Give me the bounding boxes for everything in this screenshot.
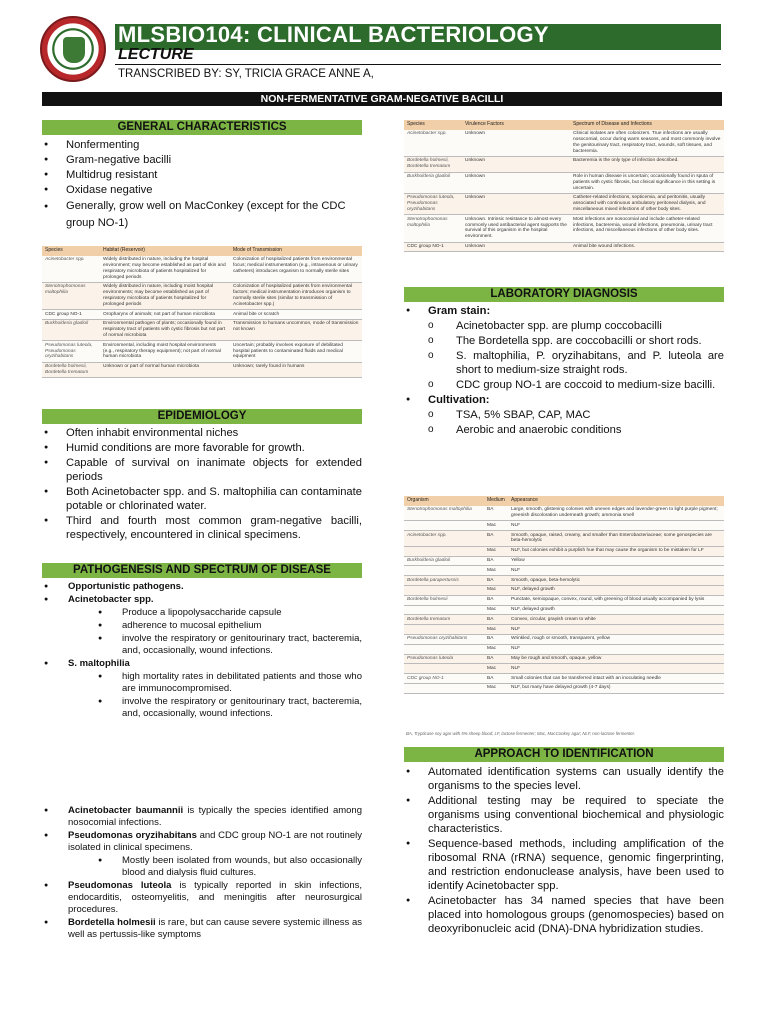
table-cell: NLF, but many have delayed growth (4-7 days) [508, 683, 724, 693]
table-row [42, 310, 362, 320]
table-row [404, 531, 724, 547]
table-cell: BA [484, 674, 508, 684]
table-cell: Large, smooth, glistening colonies with uneven edges and lavender-green to light purple pigment; greenish discoloration underneath growth; ammonia smell [508, 506, 724, 521]
list-item: ● Automated identification systems can usually identify the organisms to the species level. [404, 765, 724, 793]
table-cell [404, 664, 484, 674]
table-cell: CDC group NO-1 [404, 674, 484, 684]
list-item: ● high mortality rates in debilitated patients and those who are immunocompromised. [42, 671, 362, 695]
table-cell: Smooth, opaque, beta-hemolytic [508, 576, 724, 586]
list-item: ● Nonfermenting [42, 138, 368, 152]
table-row [404, 595, 724, 605]
table-cell: Uncertain; probably involves exposure of debilitated hospital patients to contaminated fluids and medical equipment [230, 341, 362, 362]
table-cell: Mac [484, 664, 508, 674]
table-cell: Unknown [462, 130, 570, 157]
table-row [42, 362, 362, 378]
table-cell: Unknown [462, 172, 570, 193]
table-row [404, 242, 724, 252]
list-item [404, 304, 724, 318]
list-item [42, 880, 362, 916]
table-cell: Mac [484, 605, 508, 615]
table-cell [404, 585, 484, 595]
list-item [42, 594, 362, 606]
pathogenesis-list [42, 581, 362, 721]
table-cell: Environmental, including moist hospital environments (e.g., respiratory therapy equipment); not part of normal human microbiota [100, 341, 230, 362]
table-row [404, 585, 724, 595]
table-row [42, 319, 362, 340]
table-cell: Animal bite wound infections. [570, 242, 724, 252]
table-cell: Mac [484, 585, 508, 595]
table-cell: Colonization of hospitalized patients from environmental focus; medical instrumentation (e.g., intravenous or urinary catheters) introduces organism to normally sterile sites [230, 256, 362, 283]
table-row [404, 644, 724, 654]
list-item: ● Humid conditions are more favorable for growth. [42, 441, 362, 455]
table-cell [404, 521, 484, 531]
gram-stain-label: Gram stain: [428, 305, 491, 317]
table-cell: Oropharynx of animals; not part of human microbiota [100, 310, 230, 320]
table-cell: BA [484, 595, 508, 605]
lecture-label: LECTURE [118, 46, 194, 63]
list-item: ● Generally, grow well on MacConkey (except for the CDC group NO-1) [42, 198, 368, 232]
list-item: ● Multidrug resistant [42, 168, 368, 182]
general-characteristics-list [42, 138, 368, 233]
table-cell: BA [484, 531, 508, 547]
table-cell: BA [484, 506, 508, 521]
table-cell: Unknown [462, 242, 570, 252]
table-cell: NLF [508, 644, 724, 654]
table-cell: CDC group NO-1 [404, 242, 462, 252]
table-cell: BA [484, 576, 508, 586]
colony-appearance-table [404, 496, 724, 694]
list-item: ● Third and fourth most common gram-negative bacilli, respectively, encountered in clinical specimens. [42, 514, 362, 542]
table-header: Organism [404, 496, 484, 506]
table-cell: Widely distributed in nature, including moist hospital environments; may become established as part of respiratory microbiota of patients hospitalized for prolonged periods [100, 282, 230, 309]
table-cell: Stenotrophomonas maltophilia [404, 506, 484, 521]
list-item: ● adherence to mucosal epithelium [42, 620, 362, 632]
opportunistic-label: Opportunistic pathogens. [68, 581, 184, 592]
course-title: MLSBIO104: CLINICAL BACTERIOLOGY [118, 22, 549, 47]
table-cell: May be rough and smooth, opaque, yellow [508, 654, 724, 664]
note-text: is rare, but can cause severe systemic illness as well as pertussis-like symptoms [68, 917, 362, 940]
table-row [42, 282, 362, 309]
acinetobacter-label: Acinetobacter spp. [68, 594, 154, 605]
table-cell: Pseudomonas luteola, Pseudomonas oryzihabitans [404, 193, 462, 214]
table-cell: NLF, but colonies exhibit a purplish hue that may cause the organism to be mistaken for LF [508, 546, 724, 556]
table-row [404, 215, 724, 242]
list-item: ● Produce a lipopolysaccharide capsule [42, 607, 362, 619]
note-text: and CDC group NO-1 are not routinely isolated in clinical specimens. [68, 830, 363, 853]
transcriber-line: TRANSCRIBED BY: SY, TRICIA GRACE ANNE A, [118, 68, 374, 80]
table-cell [404, 605, 484, 615]
list-item: ● Oxidase negative [42, 183, 368, 197]
lab-diagnosis-list [404, 304, 724, 438]
table-cell [404, 625, 484, 635]
virulence-spectrum-table [404, 120, 724, 252]
table-cell: Catheter-related infections, septicemia, and peritonitis, usually associated with continuous ambulatory peritoneal dialysis, and miscellaneous mixed infections of other body sites. [570, 193, 724, 214]
table-cell: Burkholderia gladioli [404, 556, 484, 566]
table-cell: Acinetobacter spp. [42, 256, 100, 283]
table-cell [404, 683, 484, 693]
table-row [404, 506, 724, 521]
table-header: Species [404, 120, 462, 130]
table-header: Habitat (Reservoir) [100, 246, 230, 256]
table-footnote: BA, Trypticase soy agar with 5% sheep blood; LF, lactose fermenter; Mac, MacConkey agar; NLF, non-lactose fermenter. [406, 731, 636, 736]
table-cell: Burkholderia gladioli [404, 172, 462, 193]
table-row [404, 156, 724, 172]
epidemiology-list [42, 426, 362, 543]
table-row [404, 634, 724, 644]
table-row [404, 674, 724, 684]
table-cell: Convex, circular, grayish cream to white [508, 615, 724, 625]
species-name: Acinetobacter baumannii [68, 805, 184, 816]
table-cell [404, 566, 484, 576]
table-cell: Unknown or part of normal human microbiota [100, 362, 230, 378]
table-cell: Bordetella parapertussis [404, 576, 484, 586]
table-cell: Unknown. Intrinsic resistance to almost every commonly used antibacterial agent supports the survival of this organism in the hospital environment. [462, 215, 570, 242]
table-header: Appearance [508, 496, 724, 506]
list-item: ● Acinetobacter has 34 named species that have been placed into homologous groups (genomospecies) based on deoxyribonucleic acid (DNA)-DNA hybridization studies. [404, 894, 724, 936]
list-item [42, 581, 362, 593]
table-cell: Pseudomonas oryzihabitans [404, 634, 484, 644]
table-cell: Small colonies that can be transferred intact with an inoculating needle [508, 674, 724, 684]
table-cell [404, 644, 484, 654]
table-cell: Role in human disease is uncertain; occasionally found in sputa of patients with cystic fibrosis, but clinical significance in this setting is uncertain. [570, 172, 724, 193]
table-cell: Colonization of hospitalized patients from environmental factors; medical instrumentation introduces organism to normally sterile sites (similar to transmission of Acinetobacter spp.) [230, 282, 362, 309]
habitat-transmission-table [42, 246, 362, 378]
table-cell: NLF [508, 521, 724, 531]
list-item: o Acinetobacter spp. are plump coccobacilli [404, 319, 724, 333]
pathogenesis-heading: PATHOGENESIS AND SPECTRUM OF DISEASE [42, 563, 362, 578]
approach-identification-heading: APPROACH TO IDENTIFICATION [404, 747, 724, 762]
note-text: is typically the species identified among nosocomial infections. [68, 805, 362, 828]
table-cell: Bacteremia is the only type of infection described. [570, 156, 724, 172]
list-item: ● involve the respiratory or genitourinary tract, bacteremia, and, occasionally, wound infections. [42, 633, 362, 657]
table-cell [404, 546, 484, 556]
list-item: ● Additional testing may be required to speciate the organisms using conventional biochemical and physiologic characteristics. [404, 794, 724, 836]
table-cell: Clinical isolates are often colonizers. True infections are usually nosocomial, occur during warm seasons, and most commonly involve the genitourinary tract, respiratory tract, wounds, soft tissues, and bacteremia. [570, 130, 724, 157]
table-cell: NLF, delayed growth [508, 585, 724, 595]
table-cell: Animal bite or scratch [230, 310, 362, 320]
table-header: Spectrum of Disease and Infections [570, 120, 724, 130]
table-row [42, 341, 362, 362]
table-cell: Transmission to humans uncommon, mode of transmission not known [230, 319, 362, 340]
table-cell: Unknown [462, 193, 570, 214]
table-cell: NLF [508, 664, 724, 674]
colony-table-body [404, 506, 724, 693]
table-cell: Mac [484, 683, 508, 693]
table-cell: Acinetobacter spp. [404, 130, 462, 157]
list-item: ● involve the respiratory or genitourinary tract, bacteremia, and, occasionally, wound infections. [42, 696, 362, 720]
species-name: Bordetella holmesii [68, 917, 156, 928]
table-row [404, 521, 724, 531]
table-cell: Acinetobacter spp. [404, 531, 484, 547]
list-item: o The Bordetella spp. are coccobacilli or short rods. [404, 334, 724, 348]
table-cell: BA [484, 634, 508, 644]
table-header: Species [42, 246, 100, 256]
species-name: Pseudomonas luteola [68, 880, 172, 891]
table-cell: Unknown; rarely found in humans [230, 362, 362, 378]
table-cell: NLF [508, 625, 724, 635]
list-item: o Aerobic and anaerobic conditions [404, 423, 724, 437]
table-cell: Stenotrophomonas maltophilia [42, 282, 100, 309]
table-header: Medium [484, 496, 508, 506]
table-row [404, 615, 724, 625]
table-cell: Mac [484, 625, 508, 635]
table-cell: Pseudomonas luteola, Pseudomonas oryzihabitans [42, 341, 100, 362]
cultivation-label: Cultivation: [428, 394, 490, 406]
table-cell: Bordetella trematum [404, 615, 484, 625]
table-cell: Smooth, opaque, raised, creamy, and smaller than Enterobacteriaceae; some genospecies are beta-hemolytic [508, 531, 724, 547]
table-cell: Mac [484, 566, 508, 576]
table-cell: Bordetella holmesii, Bordetella trematum [404, 156, 462, 172]
list-item: ● Gram-negative bacilli [42, 153, 368, 167]
table-row [404, 130, 724, 157]
table-cell: CDC group NO-1 [42, 310, 100, 320]
table-cell: Environmental pathogen of plants; occasionally found in respiratory tract of patients with cystic fibrosis but not part of normal microbiota [100, 319, 230, 340]
table-row [404, 576, 724, 586]
general-characteristics-heading: GENERAL CHARACTERISTICS [42, 120, 362, 135]
table-row [404, 172, 724, 193]
table-row [404, 664, 724, 674]
table-cell: NLF, delayed growth [508, 605, 724, 615]
species-notes-list [42, 805, 362, 942]
table-cell: Pseudomonas luteola [404, 654, 484, 664]
table-cell: Punctate, semiopaque, convex, round, with greening of blood usually accompanied by lysis [508, 595, 724, 605]
table-cell: Bordetella holmesii [404, 595, 484, 605]
divider [115, 64, 721, 65]
topic-bar: NON-FERMENTATIVE GRAM-NEGATIVE BACILLI [42, 92, 722, 106]
note-text: is typically reported in skin infections, endocarditis, osteomyelitis, and meningitis after neurosurgical procedures. [68, 880, 363, 915]
table-header: Mode of Transmission [230, 246, 362, 256]
species-name: Pseudomonas oryzihabitans [68, 830, 197, 841]
table-row [404, 193, 724, 214]
list-item [42, 917, 362, 941]
table-cell: NLF [508, 566, 724, 576]
table-header: Virulence Factors [462, 120, 570, 130]
table-cell: Mac [484, 644, 508, 654]
table-cell: Unknown [462, 156, 570, 172]
table-cell: Widely distributed in nature, including the hospital environment; may become established as part of skin and respiratory microbiota of patients hospitalized for prolonged periods [100, 256, 230, 283]
list-item: ● Both Acinetobacter spp. and S. maltophilia can contaminate potable or chlorinated water. [42, 485, 362, 513]
laboratory-diagnosis-heading: LABORATORY DIAGNOSIS [404, 287, 724, 302]
list-item: ● Sequence-based methods, including amplification of the ribosomal RNA (rRNA) sequence, genomic fingerprinting, and restriction endonuclease analysis, have been used to identify Acinetobacter spp. [404, 837, 724, 893]
table-row [404, 566, 724, 576]
table-cell: Most infections are nosocomial and include catheter-related infections, bacteremia, wound infections, pneumonia, urinary tract infections, and miscellaneous infections of other body sites. [570, 215, 724, 242]
table-row [42, 256, 362, 283]
table-cell: BA [484, 615, 508, 625]
list-item [42, 805, 362, 829]
list-item [42, 830, 362, 854]
list-item: o CDC group NO-1 are coccoid to medium-size bacilli. [404, 378, 724, 392]
table-cell: Mac [484, 521, 508, 531]
table-cell: BA [484, 654, 508, 664]
table-row [404, 546, 724, 556]
table-cell: Bordetella holmesii, Bordetella trematum [42, 362, 100, 378]
list-item: ● Mostly been isolated from wounds, but also occasionally blood and dialysis fluid cultures. [42, 855, 362, 879]
table-row [404, 683, 724, 693]
list-item: o TSA, 5% SBAP, CAP, MAC [404, 408, 724, 422]
epidemiology-heading: EPIDEMIOLOGY [42, 409, 362, 424]
table-cell: Stenotrophomonas maltophilia [404, 215, 462, 242]
table-cell: Yellow [508, 556, 724, 566]
list-item: o S. maltophilia, P. oryzihabitans, and P. luteola are short to medium-size straight rods. [404, 349, 724, 377]
table-cell: Wrinkled, rough or smooth, transparent, yellow [508, 634, 724, 644]
school-seal-logo [40, 16, 106, 82]
table-row [404, 654, 724, 664]
table-row [404, 625, 724, 635]
table-cell: Burkholderia gladioli [42, 319, 100, 340]
approach-list [404, 765, 724, 937]
steno-label: S. maltophilia [68, 658, 130, 669]
table-cell: Mac [484, 546, 508, 556]
table-row [404, 605, 724, 615]
list-item [42, 658, 362, 670]
list-item [404, 393, 724, 407]
table-row [404, 556, 724, 566]
list-item: ● Often inhabit environmental niches [42, 426, 362, 440]
table-cell: BA [484, 556, 508, 566]
list-item: ● Capable of survival on inanimate objects for extended periods [42, 456, 362, 484]
